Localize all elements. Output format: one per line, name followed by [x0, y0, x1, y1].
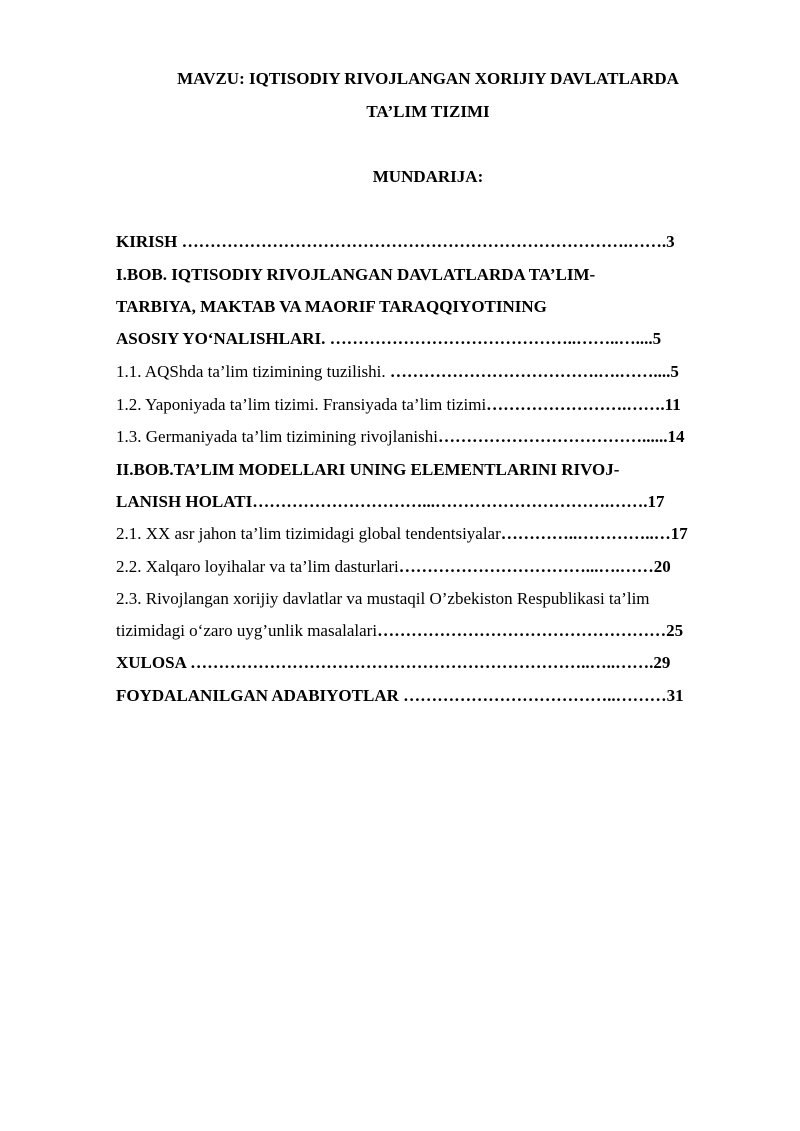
toc-entry-1-3-leader: ………………………………......14 [438, 427, 685, 446]
contents-heading: MUNDARIJA: [372, 167, 484, 186]
toc-entry-1-2-leader: …………………….…….11 [486, 395, 681, 414]
toc-entry-chapter1-line3: ASOSIY YO‘NALISHLARI. ……………………………………..……..…....5 [116, 329, 662, 348]
document-title-line1: MAVZU: IQTISODIY RIVOJLANGAN XORIJIY DAVLATLARDA [177, 69, 679, 88]
toc-entry-1-3 [116, 426, 685, 448]
toc-entry-1-1-leader: ……………………………….….……....5 [389, 362, 679, 381]
toc-entry-1-1-title: 1.1. AQShda ta’lim tizimining tuzilishi. [116, 362, 390, 381]
toc-entry-2-1-leader: …………..…………..…17 [500, 524, 688, 543]
toc-entry-2-3-title: tizimidagi o‘zaro uyg’unlik masalalari [116, 621, 378, 640]
toc-entry-1-1 [116, 361, 679, 383]
toc-entry-kirish: KIRISH …………………………………………………………………….…….3 [116, 232, 675, 251]
toc-entry-chapter1-line2: TARBIYA, MAKTAB VA MAORIF TARAQQIYOTINING [116, 297, 547, 316]
toc-entry-2-2-title: 2.2. Xalqaro loyihalar va ta’lim dasturlari [116, 557, 399, 576]
toc-entry-bibliography: FOYDALANILGAN ADABIYOTLAR ………………………………..………31 [116, 686, 684, 705]
toc-entry-2-3-line2 [116, 620, 683, 642]
toc-entry-chapter1-line1: I.BOB. IQTISODIY RIVOJLANGAN DAVLATLARDA TA’LIM- [116, 265, 596, 284]
toc-entry-chapter2-line1: II.BOB.TA’LIM MODELLARI UNING ELEMENTLARINI RIVOJ- [116, 460, 620, 479]
toc-entry-2-1-title: 2.1. XX asr jahon ta’lim tizimidagi global tendentsiyalar [116, 524, 501, 543]
document-title-line2: TA’LIM TIZIMI [366, 102, 490, 121]
toc-entry-2-2 [116, 556, 671, 578]
toc-entry-xulosa: XULOSA ……………………………………………………………..…..…….29 [116, 653, 671, 672]
toc-entry-2-2-leader: ……………………………...….……20 [398, 557, 671, 576]
toc-entry-2-3-leader: ……………………………………………25 [377, 621, 684, 640]
toc-entry-1-2 [116, 394, 681, 416]
toc-entry-2-1 [116, 523, 688, 545]
toc-entry-chapter2-line2: LANISH HOLATI…………………………...………………………….…….17 [116, 492, 665, 511]
toc-entry-2-3-line1: 2.3. Rivojlangan xorijiy davlatlar va mustaqil O’zbekiston Respublikasi ta’lim [116, 589, 650, 608]
toc-entry-1-3-title: 1.3. Germaniyada ta’lim tizimining rivojlanishi [116, 427, 438, 446]
toc-entry-1-2-title: 1.2. Yaponiyada ta’lim tizimi. Fransiyada ta’lim tizimi [116, 395, 487, 414]
